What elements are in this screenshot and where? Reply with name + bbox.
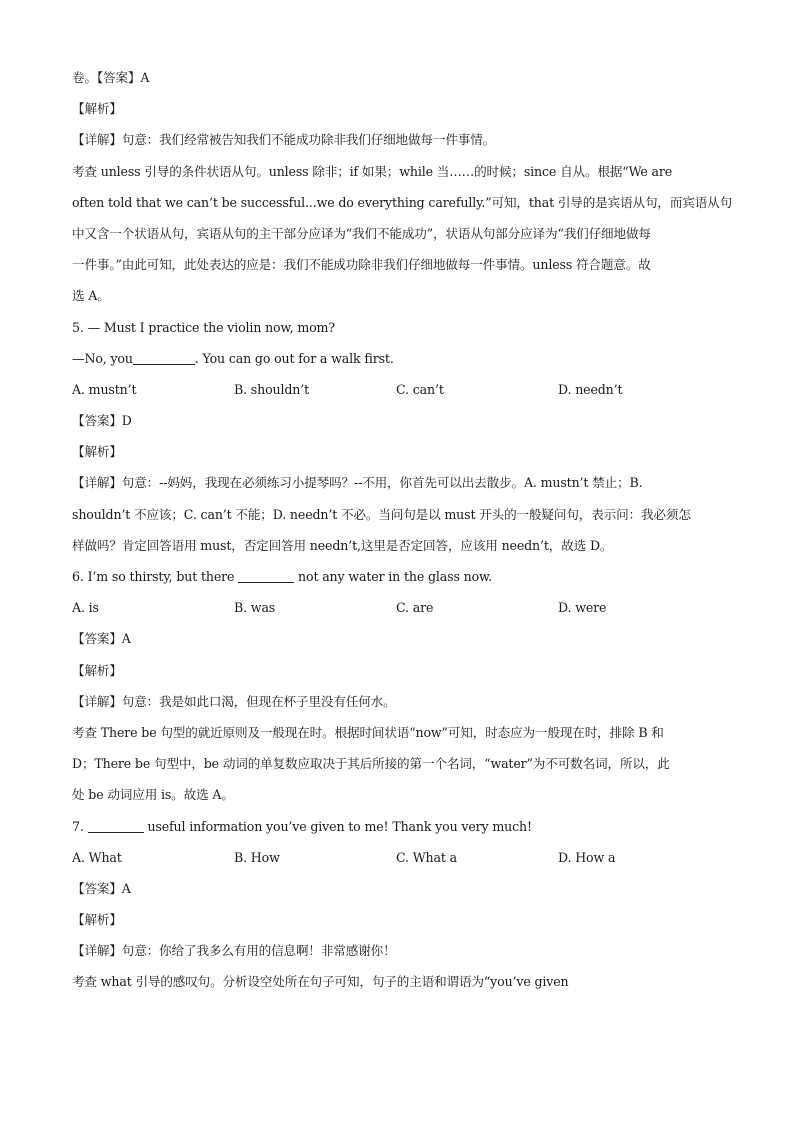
answer-label: 【答案】A <box>72 880 131 896</box>
text-line: 选 A。 <box>72 288 110 304</box>
answer-blank <box>238 568 294 583</box>
detail-line: 考查 There be 句型的就近原则及一般现在时。根据时间状语“now”可知，时态应为一般现在时，排除 B 和 <box>72 724 664 740</box>
option-a: A. mustn’t <box>72 381 137 397</box>
answer-blank <box>133 350 195 365</box>
text-line: 一件事。”由此可知，此处表达的应是：我们不能成功除非我们仔细地做每一件事情。unless 符合题意。故 <box>72 257 651 273</box>
option-d: D. were <box>558 600 607 616</box>
text-line: often told that we can’t be successful...we do everything carefully.”可知，that 引导的是宾语从句，而宾语从句 <box>72 194 732 210</box>
detail-line: 考查 what 引导的感叹句。分析设空处所在句子可知，句子的主语和谓语为“you’ve given <box>72 974 569 990</box>
option-c: C. are <box>396 600 434 616</box>
detail-line: D；There be 句型中，be 动词的单复数应取决于其后所接的第一个名词，“water”为不可数名词，所以，此 <box>72 756 670 772</box>
answer-blank <box>88 818 144 833</box>
analysis-heading: 【解析】 <box>72 912 122 928</box>
analysis-heading: 【解析】 <box>72 662 122 678</box>
question-5-options <box>72 374 732 405</box>
text-line: 中又含一个状语从句，宾语从句的主干部分应译为“我们不能成功”，状语从句部分应译为“我们仔细地做每 <box>72 225 651 241</box>
q6-text-pre: 6. I’m so thirsty, but there <box>72 569 235 584</box>
detail-line: 样做吗？肯定回答语用 must，否定回答用 needn’t,这里是否定回答，应该用 needn’t，故选 D。 <box>72 537 613 553</box>
answer-label: 【答案】A <box>72 631 131 647</box>
option-b: B. How <box>234 849 280 865</box>
option-b: B. shouldn’t <box>234 381 309 397</box>
analysis-heading: 【解析】 <box>72 444 122 460</box>
question-7-options <box>72 842 732 873</box>
detail-line: 【详解】句意：我是如此口渴，但现在杯子里没有任何水。 <box>72 693 396 709</box>
q5-text-post: . You can go out for a walk first. <box>194 350 394 366</box>
option-a: A. is <box>72 600 99 616</box>
analysis-heading: 【解析】 <box>72 101 122 117</box>
question-5-stem: 5. — Must I practice the violin now, mom? <box>72 319 335 335</box>
detail-line: 【详解】句意：你给了我多么有用的信息啊！非常感谢你！ <box>72 943 396 959</box>
question-7-stem <box>72 811 732 842</box>
question-6-options <box>72 592 732 623</box>
detail-line: shouldn’t 不应该；C. can’t 不能；D. needn’t 不必。当问句是以 must 开头的一般疑问句，表示问：我必须怎 <box>72 506 691 522</box>
document-page <box>72 62 732 998</box>
q5-text-pre: —No, you <box>72 350 133 366</box>
detail-line: 处 be 动词应用 is。故选 A。 <box>72 787 234 803</box>
option-c: C. can’t <box>396 381 444 397</box>
answer-label: 【答案】D <box>72 413 132 429</box>
text-line: 考查 unless 引导的条件状语从句。unless 除非；if 如果；while 当……的时候；since 自从。根据“We are <box>72 163 673 179</box>
q6-text-post: not any water in the glass now. <box>298 569 492 584</box>
text-line: 卷。【答案】A <box>72 70 150 85</box>
option-a: A. What <box>72 849 122 865</box>
option-d: D. needn’t <box>558 381 623 397</box>
detail-line: 【详解】句意：--妈妈，我现在必须练习小提琴吗？--不用，你首先可以出去散步。A. mustn’t 禁止；B. <box>72 475 643 491</box>
q7-text-post: useful information you’ve given to me! Thank you very much! <box>147 818 532 834</box>
option-c: C. What a <box>396 849 457 865</box>
question-6-stem <box>72 561 732 592</box>
option-d: D. How a <box>558 849 616 865</box>
option-b: B. was <box>234 600 276 616</box>
text-line: 【详解】句意：我们经常被告知我们不能成功除非我们仔细地做每一件事情。 <box>72 132 496 148</box>
q7-text-pre: 7. <box>72 818 84 834</box>
question-5-line2 <box>72 343 732 374</box>
